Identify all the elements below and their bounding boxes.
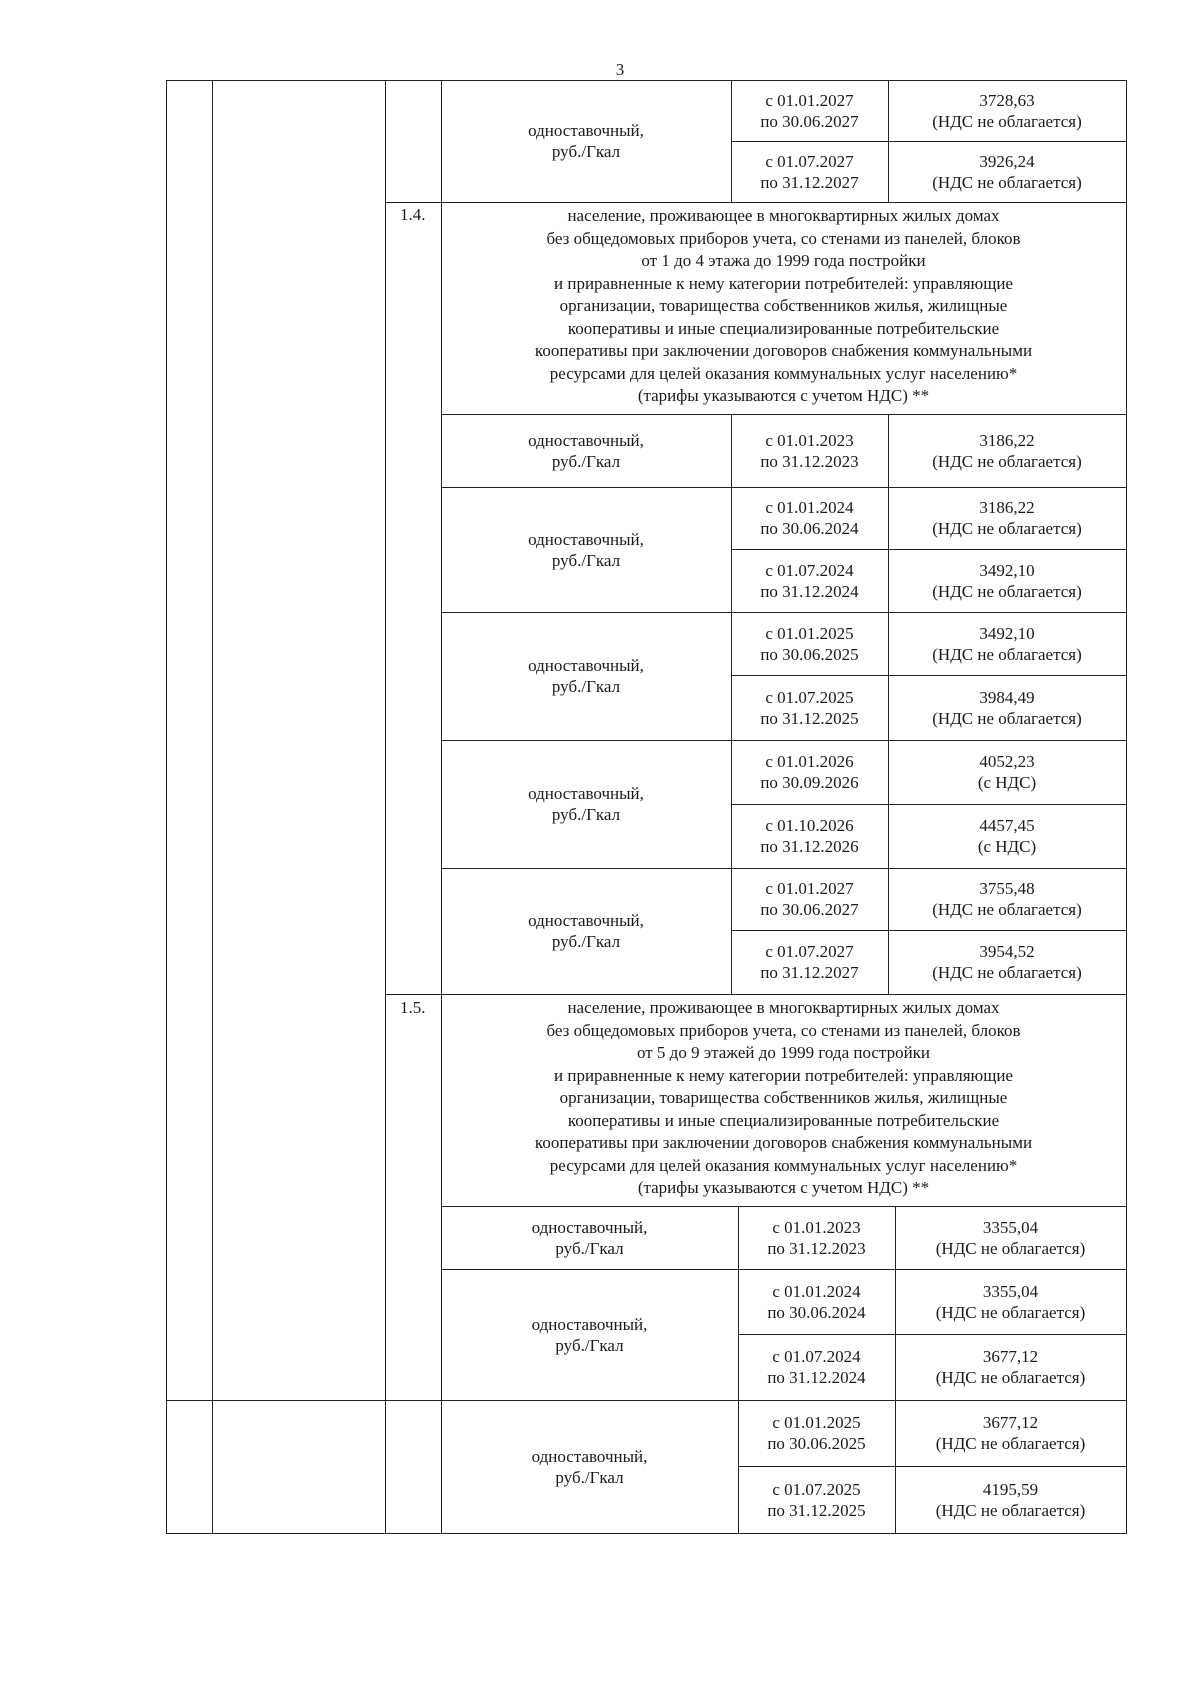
tariff-type-label (441, 414, 731, 487)
tariff-type-label (441, 80, 731, 202)
tariff-value-cell (888, 549, 1126, 612)
period-from: с 01.10.2026 (765, 816, 854, 835)
section-description (441, 997, 1126, 1200)
period-cell (731, 740, 888, 804)
period-from: с 01.01.2026 (765, 752, 854, 771)
period-to: по 31.12.2025 (760, 708, 859, 728)
period-from: с 01.01.2027 (765, 879, 854, 898)
label-line: руб./Гкал (551, 677, 621, 696)
tariff-value: 3186,22 (979, 430, 1035, 450)
period-cell (731, 141, 888, 202)
description-line: (тарифы указываются с учетом НДС) ** (637, 1178, 930, 1197)
tariff-value-cell (888, 740, 1126, 804)
tariff-value-cell (888, 414, 1126, 487)
column-divider-2 (385, 1400, 386, 1533)
vat-note: (НДС не облагается) (935, 1434, 1086, 1453)
period-to: по 30.06.2024 (767, 1302, 866, 1322)
tariff-value-cell (888, 612, 1126, 675)
period-from: с 01.01.2025 (772, 1413, 861, 1432)
table-border-right (1126, 202, 1127, 414)
label-line: руб./Гкал (551, 932, 621, 951)
tariff-value: 3492,10 (979, 560, 1035, 580)
tariff-type-label (441, 487, 731, 612)
period-cell (738, 1269, 895, 1334)
period-to: по 30.06.2027 (760, 900, 859, 919)
vat-note: (НДС не облагается) (935, 1238, 1086, 1258)
tariff-value: 4457,45 (979, 816, 1035, 835)
description-line: от 5 до 9 этажей до 1999 года постройки (636, 1043, 931, 1062)
vat-note: (НДС не облагается) (935, 1368, 1086, 1387)
period-to: по 31.12.2025 (767, 1500, 866, 1520)
description-line: без общедомовых приборов учета, со стенами из панелей, блоков (546, 1020, 1021, 1040)
period-cell (731, 675, 888, 740)
label-line: руб./Гкал (551, 550, 621, 570)
period-from: с 01.01.2023 (765, 430, 854, 450)
period-from: с 01.01.2027 (765, 90, 854, 110)
period-from: с 01.07.2025 (765, 687, 854, 707)
description-line: ресурсами для целей оказания коммунальных услуг населению* (549, 363, 1018, 383)
label-line: руб./Гкал (555, 1238, 624, 1258)
period-to: по 31.12.2023 (760, 451, 859, 471)
label-line: одноставочный, (528, 656, 644, 675)
description-line: и приравненные к нему категории потребителей: управляющие (554, 1065, 1013, 1085)
label-line: одноставочный, (528, 529, 644, 549)
tariff-value: 4195,59 (982, 1479, 1039, 1499)
period-cell (731, 930, 888, 994)
period-to: по 31.12.2024 (767, 1368, 866, 1387)
description-line: ресурсами для целей оказания коммунальных услуг населению* (549, 1155, 1018, 1175)
tariff-value: 3677,12 (982, 1413, 1039, 1432)
period-cell (731, 612, 888, 675)
table-border-left (166, 1400, 167, 1533)
label-line: руб./Гкал (555, 1467, 624, 1487)
vat-note: (НДС не облагается) (932, 963, 1082, 982)
vat-note: (НДС не облагается) (935, 1500, 1086, 1520)
description-line: население, проживающее в многоквартирных жилых домах (567, 206, 1000, 225)
period-cell (731, 868, 888, 930)
label-line: одноставочный, (528, 121, 644, 140)
period-from: с 01.07.2025 (772, 1479, 861, 1499)
tariff-type-label (441, 868, 731, 994)
label-line: одноставочный, (528, 911, 644, 930)
label-line: одноставочный, (531, 1217, 648, 1237)
tariff-value-cell (888, 675, 1126, 740)
description-line: население, проживающее в многоквартирных жилых домах (567, 998, 1000, 1017)
tariff-type-label (441, 1206, 738, 1269)
period-to: по 31.12.2024 (760, 581, 859, 601)
period-from: с 01.07.2027 (765, 942, 854, 961)
period-cell (738, 1400, 895, 1466)
vat-note: (НДС не облагается) (932, 581, 1082, 601)
label-line: руб./Гкал (555, 1335, 624, 1355)
vat-note: (НДС не облагается) (932, 111, 1082, 131)
column-divider-2 (385, 80, 386, 1400)
description-line: кооперативы при заключении договоров снабжения коммунальными (534, 341, 1033, 360)
tariff-value-cell (888, 487, 1126, 549)
tariff-value-cell (895, 1334, 1126, 1400)
tariff-value-cell (888, 930, 1126, 994)
column-divider-1 (212, 80, 213, 1400)
label-line: руб./Гкал (551, 805, 621, 824)
section-divider (385, 202, 1127, 203)
period-to: по 30.06.2025 (767, 1434, 866, 1453)
tariff-value-cell (895, 1466, 1126, 1533)
period-cell (731, 549, 888, 612)
table-border-bottom (166, 1533, 1127, 1534)
vat-note: (НДС не облагается) (932, 451, 1082, 471)
description-line: и приравненные к нему категории потребителей: управляющие (554, 273, 1013, 293)
tariff-type-label (441, 740, 731, 868)
description-line: организации, товарищества собственников жилья, жилищные (559, 296, 1008, 315)
tariff-value: 3677,12 (982, 1347, 1039, 1366)
period-cell (731, 487, 888, 549)
label-line: руб./Гкал (551, 451, 621, 471)
description-line: без общедомовых приборов учета, со стенами из панелей, блоков (546, 228, 1021, 248)
tariff-value-cell (895, 1269, 1126, 1334)
vat-note: (НДС не облагается) (932, 644, 1082, 664)
period-to: по 31.12.2023 (767, 1238, 866, 1258)
period-to: по 31.12.2027 (760, 963, 859, 982)
tariff-value: 4052,23 (979, 752, 1035, 771)
period-from: с 01.01.2024 (765, 498, 854, 517)
tariff-value: 3984,49 (979, 687, 1035, 707)
tariff-value-cell (895, 1400, 1126, 1466)
period-to: по 31.12.2026 (760, 837, 859, 856)
tariff-value: 3355,04 (982, 1217, 1039, 1237)
description-line: от 1 до 4 этажа до 1999 года постройки (641, 251, 926, 270)
tariff-value-cell (888, 141, 1126, 202)
description-line: кооперативы при заключении договоров снабжения коммунальными (534, 1133, 1033, 1152)
period-from: с 01.07.2024 (772, 1347, 861, 1366)
tariff-value: 3954,52 (979, 942, 1035, 961)
description-line: организации, товарищества собственников жилья, жилищные (559, 1088, 1008, 1107)
period-cell (731, 80, 888, 141)
section-index: 1.4. (400, 205, 426, 224)
period-from: с 01.01.2025 (765, 623, 854, 643)
vat-note: (с НДС) (977, 837, 1037, 856)
tariff-value: 3186,22 (979, 498, 1035, 517)
period-from: с 01.01.2024 (772, 1281, 861, 1301)
tariff-type-label (441, 1269, 738, 1400)
vat-note: (НДС не облагается) (932, 900, 1082, 919)
table-border-right (1126, 1206, 1127, 1400)
period-cell (738, 1466, 895, 1533)
period-cell (731, 414, 888, 487)
period-from: с 01.01.2023 (772, 1217, 861, 1237)
vat-note: (НДС не облагается) (932, 708, 1082, 728)
vat-note: (с НДС) (977, 773, 1037, 792)
tariff-value-cell (895, 1206, 1126, 1269)
table-border-right (1126, 994, 1127, 1206)
tariff-value-cell (888, 80, 1126, 141)
period-from: с 01.07.2027 (765, 151, 854, 171)
table-border-left (166, 80, 167, 1400)
vat-note: (НДС не облагается) (932, 172, 1082, 192)
period-to: по 30.06.2024 (760, 519, 859, 538)
period-to: по 30.06.2027 (760, 111, 859, 131)
section-divider (385, 994, 1127, 995)
tariff-value: 3492,10 (979, 623, 1035, 643)
period-to: по 30.09.2026 (760, 773, 859, 792)
tariff-type-label (441, 1400, 738, 1533)
period-to: по 30.06.2025 (760, 644, 859, 664)
tariff-value-cell (888, 804, 1126, 868)
tariff-value: 3926,24 (979, 151, 1035, 171)
description-line: кооперативы и иные специализированные потребительские (567, 1110, 1000, 1130)
tariff-value: 3728,63 (979, 90, 1035, 110)
period-to: по 31.12.2027 (760, 172, 859, 192)
label-line: одноставочный, (528, 784, 644, 803)
tariff-type-label (441, 612, 731, 740)
section-index: 1.5. (400, 998, 426, 1017)
column-divider-1 (212, 1400, 213, 1533)
label-line: руб./Гкал (551, 142, 621, 161)
page-number: 3 (615, 60, 625, 79)
description-line: кооперативы и иные специализированные потребительские (567, 318, 1000, 338)
vat-note: (НДС не облагается) (932, 519, 1082, 538)
period-cell (738, 1334, 895, 1400)
period-from: с 01.07.2024 (765, 560, 854, 580)
tariff-value: 3755,48 (979, 879, 1035, 898)
vat-note: (НДС не облагается) (935, 1302, 1086, 1322)
label-line: одноставочный, (531, 1314, 648, 1334)
tariff-value-cell (888, 868, 1126, 930)
table-border-right (1126, 414, 1127, 994)
period-cell (731, 804, 888, 868)
description-line: (тарифы указываются с учетом НДС) ** (637, 386, 930, 405)
label-line: одноставочный, (528, 430, 644, 450)
label-line: одноставочный, (531, 1446, 648, 1466)
period-cell (738, 1206, 895, 1269)
section-description (441, 205, 1126, 408)
tariff-value: 3355,04 (982, 1281, 1039, 1301)
